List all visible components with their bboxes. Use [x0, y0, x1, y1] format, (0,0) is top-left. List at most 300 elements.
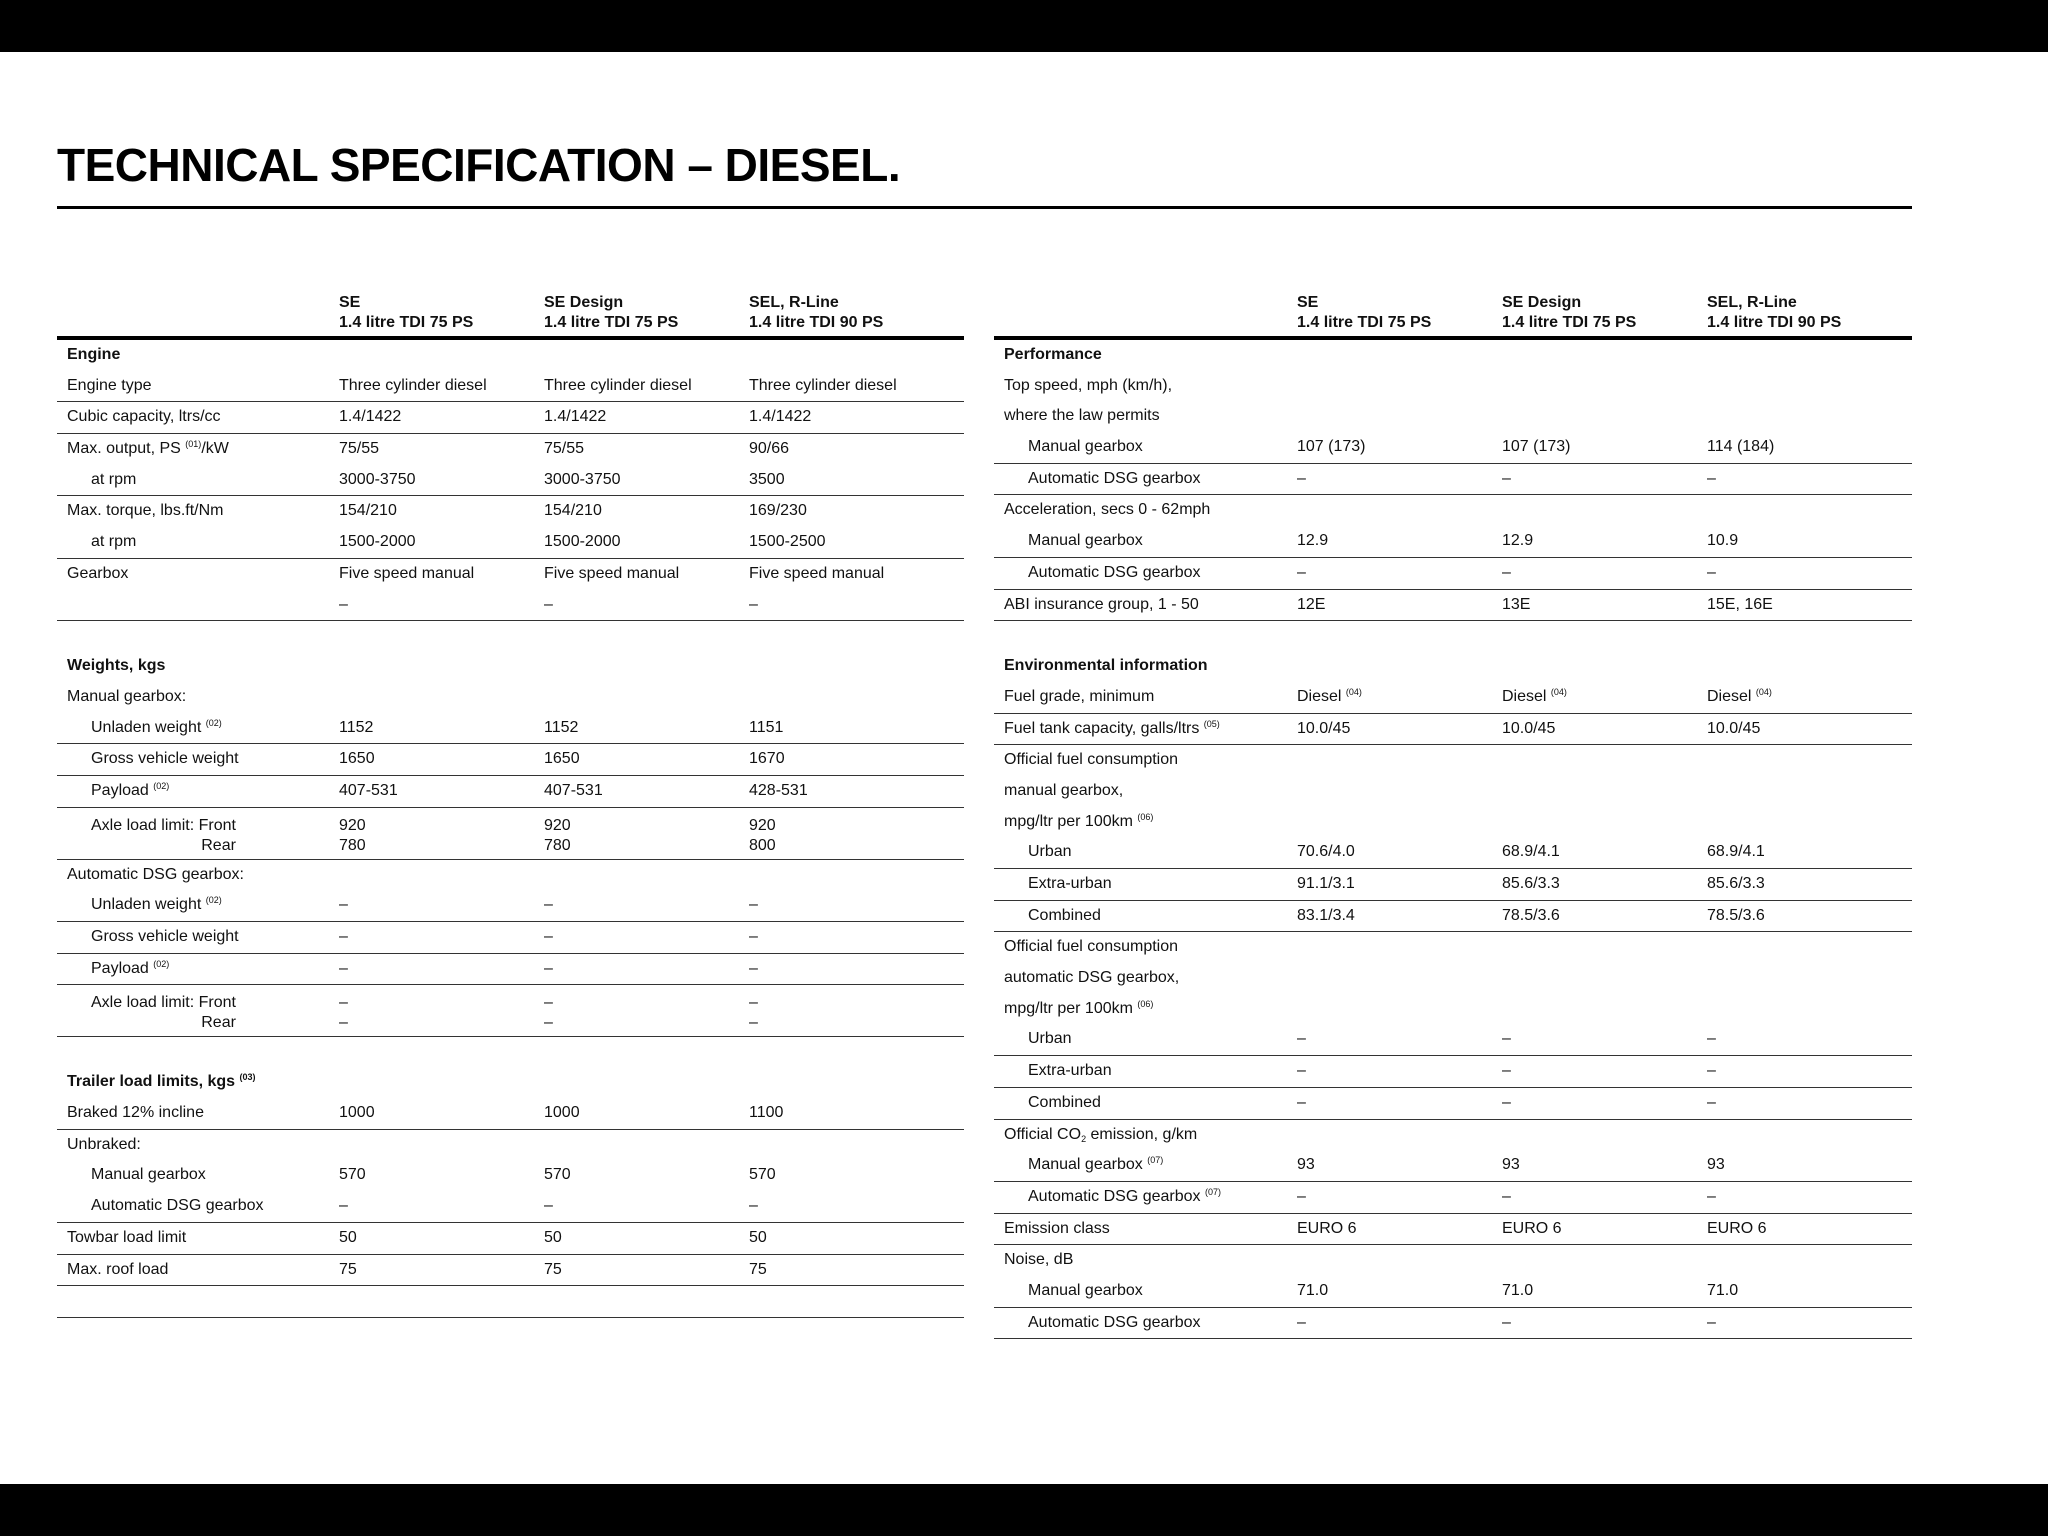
value-line — [1297, 1187, 1306, 1207]
row-value — [1707, 563, 1716, 583]
row-label-line — [1028, 1281, 1143, 1301]
value-line — [339, 718, 373, 738]
row-label — [1004, 500, 1210, 520]
row-value — [749, 1165, 776, 1185]
value-line — [1707, 842, 1765, 862]
value-line: – — [544, 1014, 553, 1032]
row-label-line — [91, 959, 169, 979]
value-line — [749, 501, 807, 521]
row-label — [1004, 781, 1123, 801]
value-text: – — [1297, 1030, 1306, 1048]
value-line — [1707, 874, 1765, 894]
table-row — [57, 713, 964, 745]
value-line — [1297, 469, 1306, 489]
row-label-line — [91, 718, 222, 738]
value-line — [1502, 469, 1511, 489]
value-text: 91.1/3.1 — [1297, 875, 1355, 892]
value-line — [1707, 1029, 1716, 1049]
value-line — [1297, 563, 1306, 583]
row-label-line — [67, 501, 224, 521]
row-value — [749, 595, 758, 615]
row-label-text: Manual gearbox — [1028, 1156, 1143, 1174]
value-line — [339, 470, 416, 490]
engine-name: 1.4 litre TDI 90 PS — [749, 314, 884, 331]
row-label — [67, 1260, 168, 1280]
row-label — [91, 895, 222, 915]
table-row — [57, 954, 964, 986]
value-text: 93 — [1297, 1156, 1315, 1174]
value-text: Five speed manual — [749, 564, 885, 582]
row-label — [1028, 874, 1112, 894]
value-text: – — [339, 959, 348, 977]
value-text: 75 — [544, 1260, 562, 1278]
row-label-text: Emission class — [1004, 1219, 1110, 1237]
row-label-text: Towbar load limit — [67, 1228, 187, 1246]
table-row — [57, 1286, 964, 1318]
row-value — [1707, 1093, 1716, 1113]
value-text: – — [1297, 1187, 1306, 1205]
row-value — [1297, 1093, 1306, 1113]
value-text: – — [1297, 563, 1306, 581]
table-row — [57, 1098, 964, 1130]
value-line — [749, 927, 758, 947]
value-line — [1297, 874, 1355, 894]
value-text: 50 — [339, 1228, 357, 1246]
value-text: – — [1707, 1062, 1716, 1080]
page-title: TECHNICAL SPECIFICATION – DIESEL. — [57, 139, 901, 191]
trim-name: SE Design — [1502, 294, 1582, 311]
footnote-ref: (02) — [205, 895, 222, 906]
section-heading — [57, 1067, 964, 1098]
row-value — [1297, 842, 1355, 862]
value-text: 12E — [1297, 595, 1326, 613]
value-line — [1502, 437, 1571, 457]
row-label — [1004, 1219, 1110, 1239]
row-label-line — [67, 1260, 168, 1280]
row-label — [1028, 531, 1143, 551]
value-line: 780 — [339, 836, 366, 854]
row-value — [1297, 1281, 1328, 1301]
value-text: 68.9/4.1 — [1502, 843, 1560, 861]
row-value — [749, 532, 826, 552]
row-label — [91, 470, 136, 490]
footnote-ref: (02) — [153, 780, 170, 791]
value-line — [1297, 1029, 1306, 1049]
value-line — [544, 532, 621, 552]
row-value — [749, 781, 808, 801]
row-label-line — [1004, 406, 1160, 426]
value-line — [1707, 1093, 1716, 1113]
table-row — [994, 464, 1912, 496]
value-line — [1707, 563, 1716, 583]
row-value — [749, 749, 785, 769]
row-label — [67, 1072, 256, 1092]
row-label-line — [1004, 345, 1102, 365]
table-row — [57, 1130, 964, 1161]
table-row — [994, 807, 1912, 838]
row-value — [339, 1228, 357, 1248]
value-text: – — [1707, 1187, 1716, 1205]
row-value — [1707, 1219, 1767, 1239]
row-value — [339, 781, 398, 801]
value-text: – — [1502, 469, 1511, 487]
row-label — [1004, 595, 1199, 615]
footnote-ref: (06) — [1137, 998, 1154, 1009]
table-row — [57, 808, 964, 860]
value-line — [1297, 437, 1366, 457]
row-label-text: Unladen weight — [91, 718, 202, 736]
row-label — [91, 532, 136, 552]
value-text: – — [1707, 563, 1716, 581]
row-label — [1028, 1029, 1072, 1049]
value-text: – — [339, 595, 348, 613]
value-text: – — [1707, 1093, 1716, 1111]
row-label-line — [1004, 1250, 1073, 1270]
row-label-line — [1004, 719, 1220, 739]
engine-name: 1.4 litre TDI 75 PS — [1502, 314, 1637, 331]
row-value — [1297, 595, 1325, 615]
row-label — [1028, 906, 1101, 926]
value-line — [1297, 906, 1355, 926]
value-line — [544, 927, 553, 947]
value-text: 90/66 — [749, 440, 790, 458]
value-line — [1502, 1061, 1511, 1081]
row-label-line — [1004, 937, 1178, 957]
row-label-text: Performance — [1004, 346, 1102, 363]
value-text: 1152 — [544, 718, 579, 736]
bottom-black-bar — [0, 1484, 2048, 1536]
row-value — [544, 501, 602, 521]
row-label — [1004, 968, 1179, 988]
row-value — [544, 439, 584, 459]
value-line — [1502, 1219, 1562, 1239]
row-value — [339, 407, 401, 427]
column-header — [994, 290, 1912, 340]
value-line — [749, 407, 811, 427]
value-text: 1151 — [749, 718, 784, 736]
row-label-line — [1028, 1029, 1072, 1049]
row-label — [67, 376, 152, 396]
value-line — [544, 1103, 580, 1123]
row-value — [1707, 842, 1765, 862]
table-row — [57, 860, 964, 891]
row-label-line — [1028, 531, 1143, 551]
value-line — [749, 532, 826, 552]
title-divider — [57, 206, 1912, 209]
row-label-text: Official fuel consumption — [1004, 938, 1179, 956]
value-text: 920 — [339, 816, 366, 834]
value-text: 1500-2500 — [749, 533, 826, 551]
row-label-line — [1028, 842, 1072, 862]
value-line — [749, 749, 785, 769]
table-row — [994, 1276, 1912, 1308]
value-text: 1152 — [339, 718, 374, 736]
section-heading — [57, 340, 964, 371]
subscript: 2 — [1081, 1133, 1087, 1144]
row-label-text: Payload — [91, 781, 149, 799]
value-text: Five speed manual — [544, 564, 680, 582]
value-text: 70.6/4.0 — [1297, 843, 1355, 861]
row-label-line — [1004, 750, 1178, 770]
row-value — [749, 501, 807, 521]
row-label-text: Gross vehicle weight — [91, 928, 239, 945]
value-text: 75 — [339, 1260, 357, 1278]
table-row — [994, 1150, 1912, 1182]
table-row — [994, 590, 1912, 622]
value-text: – — [749, 994, 758, 1012]
row-label-text: Axle load limit: Front — [91, 994, 236, 1012]
value-line — [1502, 563, 1511, 583]
row-label-text: Manual gearbox — [91, 1166, 206, 1184]
table-row — [994, 714, 1912, 746]
row-label-text: Acceleration, secs 0 - 62mph — [1004, 501, 1211, 519]
row-label-text: automatic DSG gearbox, — [1004, 969, 1180, 987]
value-text: Three cylinder diesel — [339, 376, 487, 394]
value-line — [339, 1165, 366, 1185]
row-label-line — [1004, 812, 1153, 832]
row-label — [67, 687, 186, 707]
row-label — [1028, 1093, 1101, 1113]
row-label-text: Automatic DSG gearbox: — [67, 865, 244, 883]
row-value — [1707, 1313, 1716, 1333]
value-line — [1502, 842, 1560, 862]
value-text: 93 — [1502, 1156, 1520, 1174]
row-label-suffix: emission, g/km — [1086, 1125, 1198, 1143]
row-label-text: Environmental information — [1004, 657, 1208, 675]
value-text: 570 — [339, 1166, 366, 1184]
row-value — [544, 1228, 562, 1248]
row-label — [1004, 345, 1102, 365]
row-value — [544, 1260, 562, 1280]
value-line — [544, 718, 578, 738]
row-value — [339, 532, 416, 552]
row-label — [1004, 1125, 1197, 1145]
row-label-line — [91, 532, 136, 552]
table-row — [57, 527, 964, 559]
value-line — [1502, 1313, 1511, 1333]
value-text: 1650 — [339, 750, 375, 768]
value-line — [1297, 1313, 1306, 1333]
value-line — [339, 749, 375, 769]
row-label-text: Weights, kgs — [67, 657, 166, 675]
row-value — [1707, 687, 1772, 707]
table-row — [994, 558, 1912, 590]
value-text: – — [1502, 1313, 1511, 1331]
row-value — [1297, 469, 1306, 489]
row-label-line — [1028, 563, 1201, 583]
footnote-ref: (05) — [1203, 718, 1220, 729]
row-label — [1004, 376, 1172, 396]
section-heading — [57, 651, 964, 682]
row-label-line — [1028, 906, 1101, 926]
value-line — [1502, 719, 1555, 739]
value-line — [339, 816, 366, 836]
value-text: – — [544, 896, 553, 914]
row-value — [544, 959, 553, 979]
row-value — [339, 1103, 375, 1123]
row-value — [749, 718, 783, 738]
value-text: 75/55 — [339, 440, 380, 458]
value-line — [339, 781, 398, 801]
row-label — [91, 959, 169, 979]
value-line — [749, 959, 758, 979]
value-line — [544, 1260, 562, 1280]
trim-name: SEL, R-Line — [1707, 294, 1797, 311]
row-value — [1297, 437, 1366, 457]
row-value — [1707, 1029, 1716, 1049]
engine-name: 1.4 litre TDI 75 PS — [1297, 314, 1432, 331]
row-label — [91, 1165, 206, 1185]
engine-name: 1.4 litre TDI 75 PS — [339, 314, 474, 331]
row-label-line — [1004, 999, 1153, 1019]
trim-name: SE — [339, 294, 361, 311]
value-text: 85.6/3.3 — [1502, 875, 1560, 892]
row-label-line — [67, 687, 186, 707]
row-label-text: Gross vehicle weight — [91, 750, 239, 768]
value-line — [1502, 1093, 1511, 1113]
row-value — [749, 439, 789, 459]
table-row — [994, 526, 1912, 558]
value-line — [1707, 1281, 1738, 1301]
footnote-ref: (01) — [185, 439, 202, 450]
value-text: 407-531 — [339, 781, 398, 799]
row-value — [544, 376, 692, 396]
row-value — [544, 749, 580, 769]
row-label-text: Cubic capacity, ltrs/cc — [67, 408, 221, 426]
value-text: 12.9 — [1297, 532, 1329, 550]
table-row — [994, 869, 1912, 901]
value-text: 71.0 — [1707, 1281, 1739, 1299]
row-label — [1028, 1313, 1201, 1333]
footnote-ref: (02) — [205, 717, 222, 728]
table-row — [57, 1255, 964, 1287]
value-text: – — [749, 928, 758, 945]
section-gap — [994, 621, 1912, 651]
spec-table-right — [994, 290, 1912, 1339]
value-line — [749, 1165, 776, 1185]
row-value — [1707, 595, 1773, 615]
row-label — [1004, 812, 1153, 832]
value-text: 3000-3750 — [544, 470, 621, 488]
row-label — [67, 407, 221, 427]
row-label — [91, 1196, 264, 1216]
value-text: 169/230 — [749, 502, 807, 520]
value-line — [544, 959, 553, 979]
value-line — [1502, 1281, 1533, 1301]
value-text: 3500 — [749, 470, 785, 488]
row-value — [1297, 874, 1355, 894]
spec-table-left — [57, 290, 964, 1318]
row-value — [544, 993, 553, 1033]
table-row — [994, 837, 1912, 869]
row-value — [1502, 531, 1533, 551]
value-line — [1707, 906, 1765, 926]
row-value — [1297, 1061, 1306, 1081]
value-text: EURO 6 — [1502, 1219, 1562, 1237]
row-label-text: Automatic DSG gearbox — [1028, 1187, 1201, 1205]
row-label-text: Extra-urban — [1028, 1062, 1112, 1080]
row-label-text: Manual gearbox — [1028, 532, 1143, 550]
value-text: – — [544, 928, 553, 945]
trim-name: SE — [1297, 294, 1319, 311]
table-row — [57, 371, 964, 403]
value-line — [749, 1196, 758, 1216]
row-label-text: Combined — [1028, 906, 1101, 924]
value-text: – — [749, 1197, 758, 1215]
value-line — [1707, 531, 1738, 551]
row-value — [339, 470, 416, 490]
value-text: – — [1297, 1062, 1306, 1080]
row-value — [544, 470, 621, 490]
row-value — [749, 564, 884, 584]
table-row — [994, 1182, 1912, 1214]
row-label-text: ABI insurance group, 1 - 50 — [1004, 595, 1199, 613]
row-label — [67, 501, 224, 521]
row-label-text: Trailer load limits, kgs — [67, 1073, 236, 1091]
value-line — [749, 595, 758, 615]
value-line — [1502, 687, 1567, 707]
row-label — [67, 1228, 186, 1248]
row-label — [1004, 1250, 1073, 1270]
row-label-line — [1028, 1061, 1112, 1081]
table-row — [994, 401, 1912, 432]
value-text: 154/210 — [544, 502, 602, 520]
value-text: 10.0/45 — [1502, 719, 1556, 737]
row-value — [544, 532, 621, 552]
value-text: Diesel — [1707, 687, 1752, 705]
row-label — [91, 993, 236, 1033]
footnote-ref: (03) — [239, 1072, 256, 1083]
row-value — [1707, 906, 1765, 926]
row-label-text: Automatic DSG gearbox — [1028, 563, 1201, 581]
value-line — [544, 781, 603, 801]
row-value — [1502, 1061, 1511, 1081]
trim-name: SEL, R-Line — [749, 294, 839, 311]
row-label-line — [91, 993, 236, 1013]
value-line — [1502, 1155, 1520, 1175]
row-value — [339, 993, 348, 1033]
table-row — [994, 1024, 1912, 1056]
row-label — [1028, 1155, 1163, 1175]
value-line — [544, 749, 580, 769]
row-value — [544, 816, 571, 856]
value-line — [749, 781, 808, 801]
row-label-text: Manual gearbox — [1028, 438, 1143, 456]
row-label — [67, 564, 128, 584]
row-label-text: Braked 12% incline — [67, 1104, 204, 1122]
row-value — [339, 1196, 348, 1216]
table-row — [994, 432, 1912, 464]
value-text: Diesel — [1502, 687, 1547, 705]
row-value — [1297, 531, 1328, 551]
row-label-line — [67, 376, 152, 396]
table-row — [57, 1160, 964, 1191]
value-line — [1707, 1061, 1716, 1081]
value-text: 3000-3750 — [339, 470, 416, 488]
row-value — [1707, 1061, 1716, 1081]
value-line — [1297, 687, 1362, 707]
row-label-text: Payload — [91, 959, 149, 977]
row-label-text: mpg/ltr per 100km — [1004, 999, 1133, 1017]
column-header — [57, 290, 964, 340]
value-text: 428-531 — [749, 781, 808, 799]
value-line — [339, 595, 348, 615]
value-line — [1707, 1219, 1767, 1239]
value-line — [339, 501, 397, 521]
value-line — [339, 1228, 357, 1248]
value-text: 75 — [749, 1260, 767, 1278]
table-row — [57, 744, 964, 776]
